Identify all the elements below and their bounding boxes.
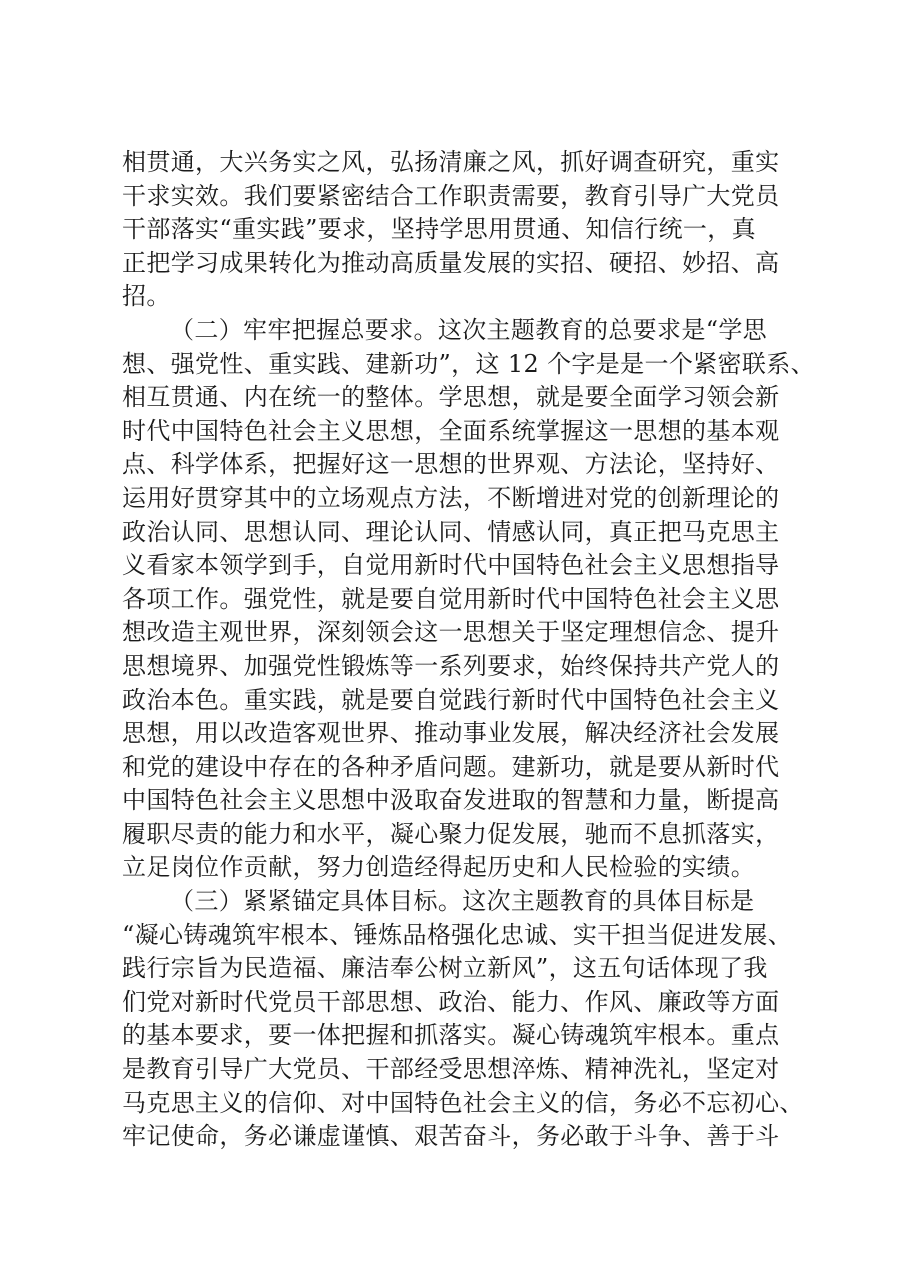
text-line: 是教育引导广大党员、干部经受思想淬炼、精神洗礼，坚定对 [122,1055,780,1084]
text-line: 运用好贯穿其中的立场观点方法，不断增进对党的创新理论的 [122,483,780,512]
text-line: 政治认同、思想认同、理论认同、情感认同，真正把马克思主 [122,517,780,546]
text-line: 们党对新时代党员干部思想、政治、能力、作风、廉政等方面 [122,987,780,1016]
text-line: 的基本要求，要一体把握和抓落实。凝心铸魂筑牢根本。重点 [122,1021,780,1050]
text-line: “凝心铸魂筑牢根本、锤炼品格强化忠诚、实干担当促进发展、 [122,920,793,949]
section-heading-line: （二）牢牢把握总要求。这次主题教育的总要求是“学思 [170,315,768,344]
text-line: 正把学习成果转化为推动高质量发展的实招、硬招、妙招、高 [122,248,780,277]
text-line: 政治本色。重实践，就是要自觉践行新时代中国特色社会主义 [122,685,780,714]
text-line: 相贯通，大兴务实之风，弘扬清廉之风，抓好调查研究，重实 [122,148,780,176]
text-line: 牢记使命，务必谦虚谨慎、艰苦奋斗，务必敢于斗争、善于斗 [122,1122,780,1151]
text-line: 履职尽责的能力和水平，凝心聚力促发展，驰而不息抓落实， [122,819,780,848]
text-line: 和党的建设中存在的各种矛盾问题。建新功，就是要从新时代 [122,752,780,781]
section-heading-line: （三）紧紧锚定具体目标。这次主题教育的具体目标是 [170,887,755,916]
text-line: 干求实效。我们要紧密结合工作职责需要，教育引导广大党员 [122,181,780,210]
text-line: 各项工作。强党性，就是要自觉用新时代中国特色社会主义思 [122,584,780,613]
text-line: 中国特色社会主义思想中汲取奋发进取的智慧和力量，断提高 [122,786,780,815]
text-line: 时代中国特色社会主义思想，全面系统掌握这一思想的基本观 [122,416,780,445]
text-line: 干部落实“重实践”要求，坚持学思用贯通、知信行统一，真 [122,215,756,244]
text-line: 立足岗位作贡献，努力创造经得起历史和人民检验的实绩。 [122,853,756,882]
text-line: 想、强党性、重实践、建新功”，这 12 个字是是一个紧密联系、 [122,349,815,378]
text-line: 义看家本领学到手，自觉用新时代中国特色社会主义思想指导 [122,551,780,580]
text-line: 思想，用以改造客观世界、推动事业发展，解决经济社会发展 [122,719,780,748]
text-line: 点、科学体系，把握好这一思想的世界观、方法论，坚持好、 [122,450,780,479]
text-line: 招。 [122,282,171,311]
text-line: 相互贯通、内在统一的整体。学思想，就是要全面学习领会新 [122,383,780,412]
text-line: 想改造主观世界，深刻领会这一思想关于坚定理想信念、提升 [122,618,780,647]
text-line: 马克思主义的信仰、对中国特色社会主义的信，务必不忘初心、 [122,1088,804,1117]
text-line: 践行宗旨为民造福、廉洁奉公树立新风”，这五句话体现了我 [122,954,768,983]
body-text [122,146,822,1154]
text-line: 思想境界、加强党性锻炼等一系列要求，始终保持共产党人的 [122,651,780,680]
